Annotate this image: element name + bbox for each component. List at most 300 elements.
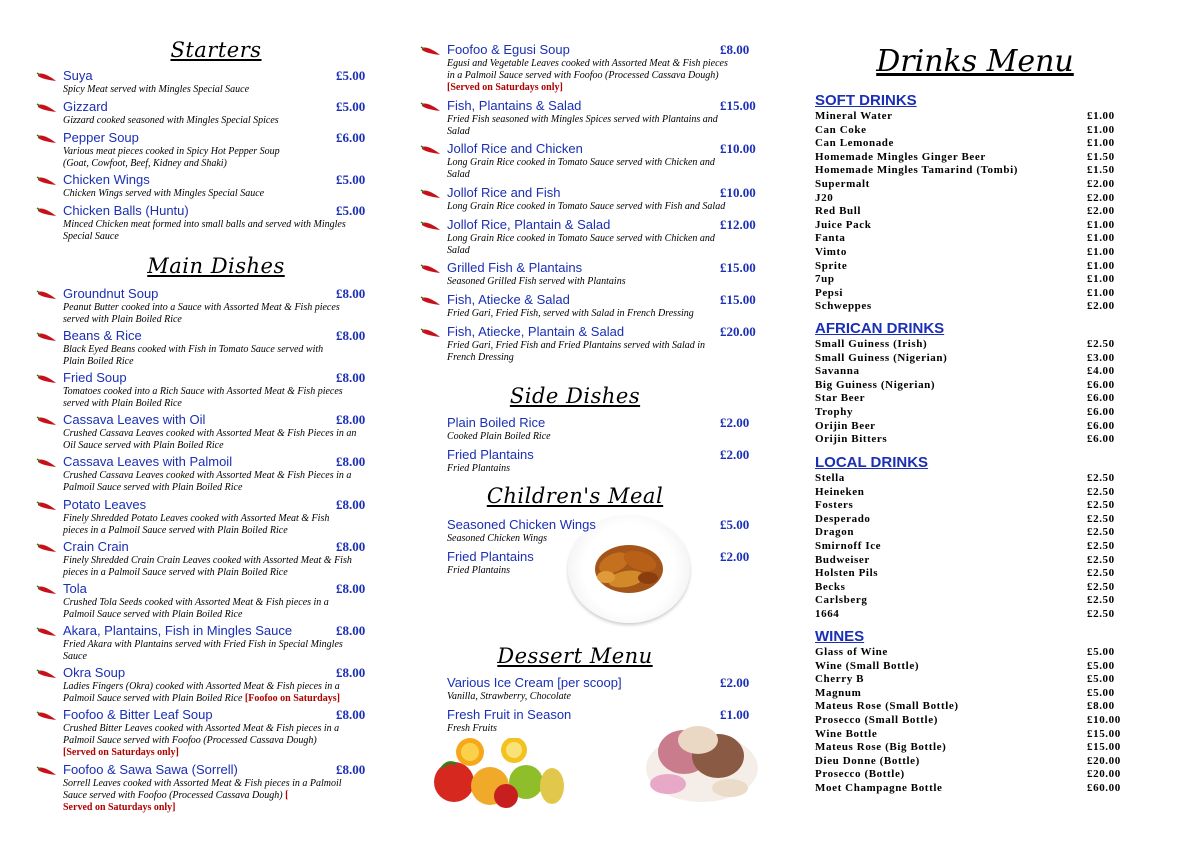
item-description <box>63 555 396 579</box>
item-description-line: Fresh Fruits <box>447 723 497 734</box>
drink-price: £5.00 <box>1087 673 1115 686</box>
menu-item <box>36 68 396 96</box>
item-description <box>447 114 770 138</box>
item-name: Foofoo & Egusi Soup <box>447 42 570 57</box>
drink-name: Dragon <box>815 526 855 539</box>
item-description-line <box>63 693 396 705</box>
drink-name: Star Beer <box>815 392 866 405</box>
chili-pepper-icon <box>36 330 58 342</box>
drink-name: Holsten Pils <box>815 567 879 580</box>
chili-pepper-icon <box>36 288 58 300</box>
drink-name: Magnum <box>815 686 862 699</box>
item-price: £15.00 <box>720 98 756 113</box>
item-description <box>447 533 770 545</box>
item-description-text: Special Sauce <box>63 231 119 242</box>
item-description-line: Crushed Tola Seeds cooked with Assorted Meat & Fish pieces in a <box>63 597 329 608</box>
item-description-text: in a Palmoil Sauce served with Foofoo (Processed Cassava Dough) <box>447 70 719 81</box>
chili-pepper-icon <box>420 326 442 338</box>
drink-price: £1.00 <box>1087 123 1115 136</box>
drink-row <box>815 137 1131 151</box>
item-description-line: Fried Akara with Plantains served with Fried Fish in Special Mingles <box>63 639 343 650</box>
drink-row <box>815 486 1131 500</box>
menu-item <box>420 517 770 545</box>
drink-price: £2.50 <box>1087 499 1115 512</box>
drink-name: Schweppes <box>815 300 872 313</box>
item-description-line: Finely Shredded Potato Leaves cooked with Assorted Meat & Fish <box>63 513 330 524</box>
childrens-meal-title: Children's Meal <box>486 484 664 508</box>
item-description-text: Palmoil Sauce served with Plain Boiled Rice <box>63 693 243 704</box>
item-description-line: Seasoned Grilled Fish served with Plantains <box>447 276 626 287</box>
item-description-line <box>63 158 396 170</box>
item-description <box>447 58 770 94</box>
item-price: £8.00 <box>336 412 366 427</box>
item-description-line: Long Grain Rice cooked in Tomato Sauce served with Fish and Salad <box>447 201 726 212</box>
item-description <box>447 463 770 475</box>
drink-price: £20.00 <box>1087 754 1121 767</box>
item-description <box>447 276 770 288</box>
drink-row <box>815 406 1131 420</box>
drink-name: Cherry B <box>815 673 865 686</box>
drink-row <box>815 192 1131 206</box>
drink-row <box>815 365 1131 379</box>
drink-row <box>815 205 1131 219</box>
item-description-line <box>447 169 770 181</box>
menu-item <box>36 762 396 814</box>
drink-row <box>815 567 1131 581</box>
item-description-line: Long Grain Rice cooked in Tomato Sauce served with Chicken and <box>447 157 715 168</box>
local-drinks-heading: LOCAL DRINKS <box>815 454 929 471</box>
drink-row <box>815 728 1131 742</box>
drink-name: Carlsberg <box>815 594 868 607</box>
item-price: £8.00 <box>336 665 366 680</box>
item-price: £8.00 <box>336 762 366 777</box>
menu-item <box>36 707 396 759</box>
item-description-line <box>63 790 396 802</box>
drink-name: Prosecco (Bottle) <box>815 768 905 781</box>
menu-item <box>36 328 396 368</box>
drink-name: Big Guiness (Nigerian) <box>815 378 936 391</box>
drink-name: Dieu Donne (Bottle) <box>815 754 920 767</box>
item-description <box>447 308 770 320</box>
drink-row <box>815 420 1131 434</box>
drink-row <box>815 755 1131 769</box>
item-name: Jollof Rice and Fish <box>447 185 561 200</box>
item-description-line: Crushed Bitter Leaves cooked with Assorted Meat & Fish pieces in a <box>63 723 340 734</box>
wines-heading: WINES <box>815 628 865 645</box>
drink-name: Mateus Rose (Big Bottle) <box>815 741 947 754</box>
drink-name: Fanta <box>815 232 846 245</box>
menu-item <box>36 130 396 170</box>
item-name: Fried Soup <box>63 370 127 385</box>
item-description <box>447 157 770 181</box>
menu-item <box>420 185 770 213</box>
drink-name: Wine Bottle <box>815 727 878 740</box>
drink-name: Savanna <box>815 365 860 378</box>
drink-name: Mateus Rose (Small Bottle) <box>815 700 959 713</box>
drink-price: £2.50 <box>1087 338 1115 350</box>
ice-cream-image <box>638 718 766 806</box>
drink-row <box>815 287 1131 301</box>
item-name: Fish, Plantains & Salad <box>447 98 582 113</box>
chili-pepper-icon <box>420 294 442 306</box>
drink-row <box>815 433 1131 447</box>
item-description <box>63 681 396 705</box>
item-description-text: Salad <box>447 126 470 137</box>
item-description <box>63 597 396 621</box>
menu-item <box>36 99 396 127</box>
drink-row <box>815 700 1131 714</box>
item-description-line <box>63 525 396 537</box>
item-description-line <box>63 482 396 494</box>
menu-item <box>420 549 770 577</box>
drink-price: £6.00 <box>1087 406 1115 418</box>
item-price: £8.00 <box>336 539 366 554</box>
drink-price: £2.00 <box>1087 300 1115 313</box>
menu-item <box>36 203 396 243</box>
item-description <box>63 470 396 494</box>
drink-price: £5.00 <box>1087 686 1115 699</box>
item-description <box>63 778 396 814</box>
drink-name: Homemade Mingles Ginger Beer <box>815 150 986 163</box>
drink-name: J20 <box>815 191 834 204</box>
item-description-line: Tomatoes cooked into a Rich Sauce with Assorted Meat & Fish pieces <box>63 386 343 397</box>
item-description-line: Crushed Cassava Leaves cooked with Assorted Meat & Fish Pieces in an <box>63 428 357 439</box>
item-description-line: Fried Fish seasoned with Mingles Spices served with Plantains and <box>447 114 718 125</box>
drink-name: Orijin Beer <box>815 419 876 432</box>
item-description <box>63 344 396 368</box>
item-name: Suya <box>63 68 93 83</box>
menu-item <box>36 286 396 326</box>
menu-item <box>420 260 770 288</box>
drink-price: £2.50 <box>1087 580 1115 593</box>
drink-row <box>815 768 1131 782</box>
drink-price: £2.50 <box>1087 540 1115 552</box>
item-description-text: Sauce <box>63 651 87 662</box>
item-price: £20.00 <box>720 324 756 339</box>
menu-item <box>36 623 396 663</box>
drink-row <box>815 782 1131 796</box>
item-description-text: Plain Boiled Rice <box>63 356 134 367</box>
drink-row <box>815 554 1131 568</box>
item-price: £2.00 <box>720 675 750 690</box>
item-price: £6.00 <box>336 130 366 145</box>
drink-row <box>815 660 1131 674</box>
menu-item <box>420 447 770 475</box>
drink-name: Small Guiness (Nigerian) <box>815 351 948 364</box>
menu-item <box>36 454 396 494</box>
drink-row <box>815 594 1131 608</box>
item-name: Pepper Soup <box>63 130 139 145</box>
fresh-fruits-image <box>434 738 574 810</box>
item-description-line: Fried Plantains <box>447 463 511 474</box>
item-name: Fried Plantains <box>447 549 534 564</box>
menu-item <box>36 665 396 705</box>
item-description-line <box>63 314 396 326</box>
drink-price: £6.00 <box>1087 378 1115 391</box>
item-description-line: Fried Plantains <box>447 565 511 576</box>
drink-price: £2.50 <box>1087 567 1115 580</box>
item-name: Chicken Balls (Huntu) <box>63 203 189 218</box>
item-price: £1.00 <box>720 707 750 722</box>
item-price: £10.00 <box>720 141 756 156</box>
drink-row <box>815 646 1131 660</box>
item-description <box>447 233 770 257</box>
menu-item <box>420 675 770 703</box>
item-description-line: Vanilla, Strawberry, Chocolate <box>447 691 571 702</box>
drink-price: £2.00 <box>1087 178 1115 190</box>
menu-item <box>420 217 770 257</box>
drink-price: £2.50 <box>1087 472 1115 484</box>
item-description <box>447 431 770 443</box>
drink-name: Prosecco (Small Bottle) <box>815 714 938 726</box>
item-description-text: Sauce served with Foofoo (Processed Cassava Dough) <box>63 790 283 801</box>
chili-pepper-icon <box>36 667 58 679</box>
drink-price: £2.00 <box>1087 191 1115 204</box>
item-name: Fried Plantains <box>447 447 534 462</box>
drink-name: 1664 <box>815 608 840 620</box>
item-description <box>63 188 396 200</box>
chili-pepper-icon <box>36 101 58 113</box>
item-description-text: served with Plain Boiled Rice <box>63 314 182 325</box>
item-price: £8.00 <box>336 707 366 722</box>
drink-row <box>815 232 1131 246</box>
item-price: £8.00 <box>336 497 366 512</box>
drink-price: £1.00 <box>1087 286 1115 299</box>
chili-pepper-icon <box>36 372 58 384</box>
item-name: Groundnut Soup <box>63 286 159 301</box>
drink-price: £2.50 <box>1087 594 1115 607</box>
item-description-line: Black Eyed Beans cooked with Fish in Tomato Sauce served with <box>63 344 324 355</box>
item-note: [Foofoo on Saturdays] <box>244 693 340 704</box>
item-description-line <box>63 398 396 410</box>
item-description-text: French Dressing <box>447 352 514 363</box>
drink-name: Glass of Wine <box>815 646 888 658</box>
drink-price: £1.00 <box>1087 232 1115 245</box>
chili-pepper-icon <box>420 219 442 231</box>
item-description <box>63 84 396 96</box>
item-description-text: Oil Sauce served with Plain Boiled Rice <box>63 440 224 451</box>
item-price: £8.00 <box>336 328 366 343</box>
chili-pepper-icon <box>420 100 442 112</box>
item-name: Fish, Atiecke & Salad <box>447 292 570 307</box>
menu-item <box>36 172 396 200</box>
drink-price: £20.00 <box>1087 768 1121 781</box>
item-price: £8.00 <box>336 370 366 385</box>
item-description-line <box>447 126 770 138</box>
item-name: Okra Soup <box>63 665 126 680</box>
item-note-bracket: [ <box>285 790 289 801</box>
item-description <box>447 565 770 577</box>
menu-item <box>420 141 770 181</box>
drink-row <box>815 164 1131 178</box>
item-description-line: Various meat pieces cooked in Spicy Hot Pepper Soup <box>63 146 280 157</box>
drink-name: Fosters <box>815 499 854 512</box>
item-description <box>63 513 396 537</box>
drink-row <box>815 338 1131 352</box>
item-description-line <box>63 651 396 663</box>
african-drinks-heading: AFRICAN DRINKS <box>815 320 945 337</box>
drink-price: £15.00 <box>1087 727 1121 740</box>
drink-price: £6.00 <box>1087 419 1115 432</box>
drink-row <box>815 499 1131 513</box>
drink-price: £10.00 <box>1087 714 1121 726</box>
item-name: Gizzard <box>63 99 108 114</box>
chili-pepper-icon <box>420 187 442 199</box>
item-description <box>63 146 396 170</box>
item-description <box>447 691 770 703</box>
item-price: £2.00 <box>720 415 750 430</box>
menu-item <box>420 292 770 320</box>
side-dishes-title: Side Dishes <box>509 384 641 408</box>
item-description-line: Gizzard cooked seasoned with Mingles Special Spices <box>63 115 279 126</box>
item-name: Foofoo & Bitter Leaf Soup <box>63 707 213 722</box>
drink-name: Small Guiness (Irish) <box>815 338 928 350</box>
item-name: Chicken Wings <box>63 172 150 187</box>
drink-row <box>815 260 1131 274</box>
item-name: Seasoned Chicken Wings <box>447 517 596 532</box>
drink-price: £3.00 <box>1087 351 1115 364</box>
item-description-line: Seasoned Chicken Wings <box>447 533 547 544</box>
item-description-line: Chicken Wings served with Mingles Special Sauce <box>63 188 265 199</box>
chili-pepper-icon <box>36 414 58 426</box>
drink-price: £8.00 <box>1087 700 1115 713</box>
drink-row <box>815 124 1131 138</box>
drink-price: £1.00 <box>1087 273 1115 286</box>
chili-pepper-icon <box>420 44 442 56</box>
drink-name: Homemade Mingles Tamarind (Tombi) <box>815 164 1019 177</box>
drinks-menu-title: Drinks Menu <box>876 44 1074 79</box>
menu-item <box>420 324 770 364</box>
item-price: £2.00 <box>720 447 750 462</box>
item-name: Cassava Leaves with Palmoil <box>63 454 233 469</box>
item-description <box>447 340 770 364</box>
drink-price: £5.00 <box>1087 646 1115 658</box>
chili-pepper-icon <box>36 499 58 511</box>
menu-item <box>36 581 396 621</box>
drink-price: £5.00 <box>1087 659 1115 672</box>
item-description-line: Cooked Plain Boiled Rice <box>447 431 551 442</box>
item-price: £5.00 <box>336 68 366 83</box>
drink-name: Heineken <box>815 485 865 498</box>
menu-item <box>420 98 770 138</box>
item-description-line: Minced Chicken meat formed into small balls and served with Mingles <box>63 219 346 230</box>
item-description-line <box>63 231 396 243</box>
drink-row <box>815 714 1131 728</box>
item-price: £15.00 <box>720 260 756 275</box>
item-description <box>63 302 396 326</box>
item-price: £2.00 <box>720 549 750 564</box>
drink-name: Juice Pack <box>815 218 872 231</box>
drink-name: Mineral Water <box>815 110 893 122</box>
item-name: Fresh Fruit in Season <box>447 707 572 722</box>
drink-name: Desperado <box>815 512 871 525</box>
drink-row <box>815 352 1131 366</box>
drink-name: Supermalt <box>815 178 870 190</box>
item-price: £15.00 <box>720 292 756 307</box>
drink-price: £2.50 <box>1087 526 1115 539</box>
drink-price: £1.00 <box>1087 259 1115 272</box>
drink-price: £2.50 <box>1087 485 1115 498</box>
chili-pepper-icon <box>36 709 58 721</box>
drink-name: Vimto <box>815 246 847 258</box>
chili-pepper-icon <box>36 70 58 82</box>
item-name: Tola <box>63 581 87 596</box>
item-description-text: pieces in a Palmoil Sauce served with Plain Boiled Rice <box>63 525 288 536</box>
chili-pepper-icon <box>36 625 58 637</box>
drink-name: Sprite <box>815 259 848 272</box>
drink-row <box>815 178 1131 192</box>
item-description-line <box>447 70 770 82</box>
drink-price: £2.50 <box>1087 512 1115 525</box>
drink-name: Orijin Bitters <box>815 433 888 446</box>
item-description-text: pieces in a Palmoil Sauce served with Plain Boiled Rice <box>63 567 288 578</box>
main-dishes-title: Main Dishes <box>147 254 285 278</box>
item-description-line: Ladies Fingers (Okra) cooked with Assorted Meat & Fish pieces in a <box>63 681 340 692</box>
item-description-text: Palmoil Sauce served with Foofoo (Processed Cassava Dough) <box>63 735 317 746</box>
item-name: Various Ice Cream [per scoop] <box>447 675 622 690</box>
drink-row <box>815 392 1131 406</box>
item-description-line <box>63 609 396 621</box>
drink-price: £1.50 <box>1087 150 1115 163</box>
drink-price: £1.00 <box>1087 218 1115 231</box>
item-name: Jollof Rice and Chicken <box>447 141 583 156</box>
drink-price: £6.00 <box>1087 433 1115 446</box>
item-description-line <box>63 440 396 452</box>
item-description <box>63 115 396 127</box>
chili-pepper-icon <box>36 174 58 186</box>
chili-pepper-icon <box>420 262 442 274</box>
drink-row <box>815 273 1131 287</box>
drink-row <box>815 246 1131 260</box>
drink-row <box>815 472 1131 486</box>
drink-row <box>815 513 1131 527</box>
item-description-line: Peanut Butter cooked into a Sauce with Assorted Meat & Fish pieces <box>63 302 340 313</box>
drink-row <box>815 608 1131 622</box>
chili-pepper-icon <box>36 456 58 468</box>
drink-price: £15.00 <box>1087 741 1121 754</box>
item-description-text: Salad <box>447 245 470 256</box>
item-price: £5.00 <box>336 172 366 187</box>
item-description-line <box>63 356 396 368</box>
drink-name: Smirnoff Ice <box>815 540 882 552</box>
item-price: £8.00 <box>720 42 750 57</box>
item-description-line: Sorrell Leaves cooked with Assorted Meat & Fish pieces in a Palmoil <box>63 778 342 789</box>
item-description <box>63 428 396 452</box>
item-price: £12.00 <box>720 217 756 232</box>
starters-title: Starters <box>170 38 262 62</box>
item-name: Akara, Plantains, Fish in Mingles Sauce <box>63 623 293 638</box>
drink-name: 7up <box>815 273 835 286</box>
item-description-line: Crushed Cassava Leaves cooked with Assorted Meat & Fish Pieces in a <box>63 470 352 481</box>
item-price: £5.00 <box>720 517 750 532</box>
drink-row <box>815 673 1131 687</box>
drink-row <box>815 300 1131 314</box>
chili-pepper-icon <box>36 541 58 553</box>
item-price: £8.00 <box>336 286 366 301</box>
item-name: Grilled Fish & Plantains <box>447 260 583 275</box>
drink-price: £6.00 <box>1087 392 1115 405</box>
item-price: £5.00 <box>336 203 366 218</box>
drink-price: £2.50 <box>1087 608 1115 620</box>
item-name: Beans & Rice <box>63 328 142 343</box>
menu-item <box>36 497 396 537</box>
item-description-line: Fried Gari, Fried Fish, served with Salad in French Dressing <box>447 308 694 319</box>
item-note: [Served on Saturdays only] <box>447 82 563 93</box>
drink-row <box>815 741 1131 755</box>
chili-pepper-icon <box>420 143 442 155</box>
item-description <box>447 201 770 213</box>
item-description-line <box>63 735 396 747</box>
